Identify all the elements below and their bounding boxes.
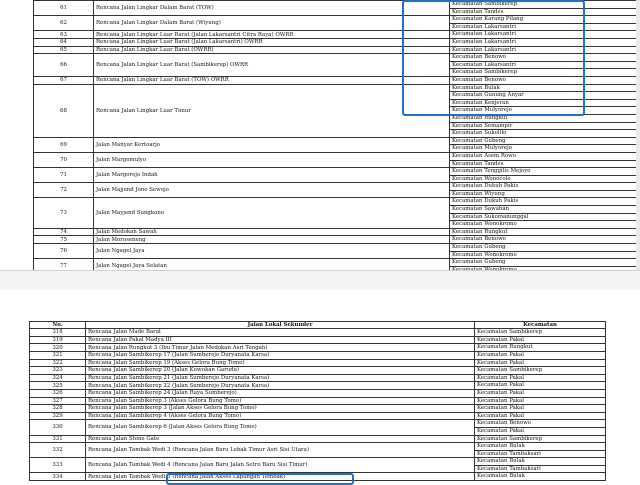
table-row (30, 367, 606, 375)
kecamatan-name: Kecamatan Gubeng (450, 244, 636, 252)
row-number: 73 (34, 198, 94, 228)
road-name: Rencana Jalan Rungkut 3 (Ibu Timur Jalan Medokan Asri Tengah) (86, 344, 475, 352)
kecamatan-name: Kecamatan Dukuh Pakis (450, 183, 636, 191)
document-page-lower (0, 290, 640, 480)
kecamatan-name: Kecamatan Pakal (477, 351, 524, 358)
road-name: Rencana Jalan Sambikerep 24 (Jalan Raya Sumberejo) (86, 389, 475, 397)
kecamatan-name: Kecamatan Wonocolo (452, 175, 511, 182)
kecamatan-cell (475, 412, 606, 420)
kecamatan-cell (475, 367, 606, 375)
kecamatan-cell (450, 137, 637, 152)
kecamatan-name: Kecamatan Gubeng (450, 259, 636, 267)
header-kecamatan: Kecamatan (475, 322, 606, 329)
kecamatan-name: Kecamatan Wiyung (452, 190, 505, 197)
kecamatan-name: Kecamatan Wonokromo (452, 251, 517, 258)
road-name: Rencana Jalan Stone Gate (86, 435, 475, 443)
kecamatan-name: Kecamatan Lakarsantri (452, 46, 516, 53)
kecamatan-cell (450, 244, 637, 259)
kecamatan-name: Kecamatan Bulak (450, 85, 636, 93)
kecamatan-name: Kecamatan Asem Rowo (450, 153, 636, 161)
table-row (34, 168, 637, 183)
row-number: 333 (30, 458, 86, 473)
kecamatan-name: Kecamatan Semampir (450, 123, 636, 131)
kecamatan-cell (450, 236, 637, 244)
kecamatan-cell (475, 359, 606, 367)
row-number: 331 (30, 435, 86, 443)
road-table-local-secondary (29, 321, 606, 481)
kecamatan-name: Kecamatan Lakarsantri (450, 62, 636, 70)
table-row (34, 137, 637, 152)
road-name: Rencana Jalan Lingkar Dalam Barat (TOW) (94, 1, 450, 16)
kecamatan-name: Kecamatan Lakarsantri (452, 38, 516, 45)
kecamatan-name: Kecamatan Sambikerep (477, 435, 543, 442)
table-row (34, 244, 637, 259)
table-row (30, 443, 606, 458)
kecamatan-name: Kecamatan Pakal (477, 382, 524, 389)
kecamatan-name: Kecamatan Pakal (477, 412, 524, 419)
road-name: Rencana Jalan Tambak Wedi 4 (Rencana Jalan Baru Jalan Setro Baru Sisi Timur) (86, 458, 475, 473)
kecamatan-cell (475, 336, 606, 344)
kecamatan-cell (475, 458, 606, 473)
row-number: 67 (34, 76, 94, 84)
kecamatan-name: Kecamatan Karang Pilang (450, 16, 636, 24)
kecamatan-name: Kecamatan Sawahan (450, 206, 636, 214)
row-number: 66 (34, 54, 94, 77)
road-name: Rencana Jalan Sambikerep 6 (Jalan Akses Gelora Bung Tomo) (86, 420, 475, 435)
page-edge (636, 0, 640, 270)
kecamatan-cell (475, 435, 606, 443)
kecamatan-name: Kecamatan Tambaksari (477, 450, 541, 457)
kecamatan-cell (475, 329, 606, 337)
header-road-name: Jalan Lokal Sekunder (86, 322, 475, 329)
row-number: 68 (34, 84, 94, 137)
road-name: Rencana Jalan Lingkar Luar Barat (Jalan Lakarsantri Citra Raya) OWRR (94, 31, 450, 39)
kecamatan-name: Kecamatan Gunung Anyar (450, 92, 636, 100)
row-number: 65 (34, 46, 94, 54)
road-name: Rencana Jalan Sambikerep 22 (Jalan Sumberejo Duryanata Karsa) (86, 382, 475, 390)
row-number: 327 (30, 397, 86, 405)
road-name: Rencana Jalan Sambikerep 21 (Jalan Sumberejo Duryanata Karsa) (86, 374, 475, 382)
kecamatan-name: Kecamatan Sukolilo (452, 130, 507, 137)
table-row (30, 397, 606, 405)
road-name: Rencana Jalan Sambikerep 4 (Akses Gelora Bung Tomo) (86, 412, 475, 420)
table-row (30, 336, 606, 344)
kecamatan-cell (475, 420, 606, 435)
table-row (30, 382, 606, 390)
table-row (34, 152, 637, 167)
row-number: 74 (34, 228, 94, 236)
table-row (30, 435, 606, 443)
kecamatan-name: Kecamatan Dukuh Pakis (450, 198, 636, 206)
road-name: Rencana Jalan Lingkar Luar Barat (Sambikerep) OWRR (94, 54, 450, 77)
row-number: 320 (30, 344, 86, 352)
kecamatan-name: Kecamatan Sambikerep (477, 367, 543, 374)
table-row (30, 389, 606, 397)
kecamatan-name: Kecamatan Sambikerep (450, 1, 636, 9)
row-number: 326 (30, 389, 86, 397)
row-number: 76 (34, 244, 94, 259)
road-name: Rencana Jalan Lingkar Luar Barat (TOW) OWRR (94, 76, 450, 84)
row-number: 62 (34, 16, 94, 31)
kecamatan-name: Kecamatan Pakal (477, 389, 524, 396)
kecamatan-cell (475, 473, 606, 481)
kecamatan-cell (475, 374, 606, 382)
road-name: Jalan Medokan Sawah (94, 228, 450, 236)
row-number: 69 (34, 137, 94, 152)
road-name: Rencana Jalan Pakal Madya III (86, 336, 475, 344)
road-name: Rencana Jalan Sambikerep 3 (Jalan Akses Gelora Bung Tomo) (86, 405, 475, 413)
row-number: 321 (30, 351, 86, 359)
kecamatan-cell (450, 152, 637, 167)
row-number: 64 (34, 38, 94, 46)
row-number: 334 (30, 473, 86, 481)
road-name: Jalan Moroseneng (94, 236, 450, 244)
header-no: No. (30, 322, 86, 329)
road-name: Rencana Jalan Lingkar Dalam Barat (Wiyung) (94, 16, 450, 31)
kecamatan-cell (475, 344, 606, 352)
kecamatan-name: Kecamatan Pakal (477, 336, 524, 343)
kecamatan-name: Kecamatan Gubeng (450, 138, 636, 146)
road-name: Jalan Majjend Jono Sewojo (94, 183, 450, 198)
road-name: Rencana Jalan Made Barat (86, 329, 475, 337)
road-name: Rencana Jalan Lingkar Luar Timur (94, 84, 450, 137)
road-name: Rencana Jalan Sambikerep 20 (Jalan Kuwukan Garuda) (86, 367, 475, 375)
kecamatan-name: Kecamatan Tandes (452, 160, 504, 167)
kecamatan-name: Kecamatan Mulyorejo (452, 145, 512, 152)
kecamatan-cell (450, 198, 637, 228)
road-name: Rencana Jalan Tambak Wedi 5 (Rencana Jalan Akses Lapangan Tembak) (86, 473, 475, 481)
kecamatan-name: Kecamatan Lakarsantri (452, 31, 516, 38)
table-row (30, 412, 606, 420)
kecamatan-cell (450, 168, 637, 183)
kecamatan-name: Kecamatan Pakal (477, 427, 524, 434)
row-number: 323 (30, 367, 86, 375)
row-number: 71 (34, 168, 94, 183)
table-row (34, 183, 637, 198)
row-number: 330 (30, 420, 86, 435)
kecamatan-name: Kecamatan Sukomanunggal (450, 214, 636, 222)
kecamatan-cell (475, 351, 606, 359)
table-row (30, 420, 606, 435)
table-row (30, 374, 606, 382)
row-number: 329 (30, 412, 86, 420)
row-number: 63 (34, 31, 94, 39)
road-name: Rencana Jalan Tambak Wedi 3 (Rencana Jalan Baru Lebak Timur Asri Sisi Utara) (86, 443, 475, 458)
road-name: Jalan Margorejo Indah (94, 168, 450, 183)
kecamatan-name: Kecamatan Tambaksari (477, 465, 541, 472)
kecamatan-cell (450, 228, 637, 236)
road-name: Jalan Margomulyo (94, 152, 450, 167)
kecamatan-name: Kecamatan Rungkut (450, 115, 636, 123)
kecamatan-cell (475, 443, 606, 458)
row-number: 322 (30, 359, 86, 367)
kecamatan-cell (475, 397, 606, 405)
road-name: Jalan Manyar Kertoarjo (94, 137, 450, 152)
kecamatan-name: Kecamatan Tandes (452, 8, 504, 15)
kecamatan-name: Kecamatan Lakarsantri (452, 23, 516, 30)
road-name: Rencana Jalan Sambikerep 17 (Jalan Sumberejo Duryanata Karsa) (86, 351, 475, 359)
kecamatan-name: Kecamatan Rungkut (452, 228, 508, 235)
table-row (34, 228, 637, 236)
kecamatan-name: Kecamatan Wonokromo (452, 221, 517, 228)
road-name: Rencana Jalan Lingkar Luar Barat (Jalan Lakarsantri) OWRR (94, 38, 450, 46)
kecamatan-name: Kecamatan Pakal (477, 359, 524, 366)
page-gap (0, 270, 640, 292)
table-row (30, 405, 606, 413)
kecamatan-name: Kecamatan Pakal (477, 374, 524, 381)
kecamatan-name: Kecamatan Kenjeran (450, 100, 636, 108)
kecamatan-name: Kecamatan Tenggilis Mejoyo (450, 168, 636, 176)
row-number: 72 (34, 183, 94, 198)
row-number: 328 (30, 405, 86, 413)
kecamatan-cell (475, 405, 606, 413)
row-number: 61 (34, 1, 94, 16)
row-number: 332 (30, 443, 86, 458)
road-name: Rencana Jalan Sambikerep 3 (Akses Gelora Bung Tomo) (86, 397, 475, 405)
kecamatan-name: Kecamatan Bulak (475, 458, 605, 466)
row-number: 324 (30, 374, 86, 382)
row-number: 318 (30, 329, 86, 337)
kecamatan-name: Kecamatan Bulak (477, 473, 525, 480)
table-header-row (30, 322, 606, 329)
kecamatan-name: Kecamatan Mulyorejo (450, 107, 636, 115)
table-row (30, 351, 606, 359)
kecamatan-cell (450, 183, 637, 198)
kecamatan-name: Kecamatan Benowo (452, 236, 506, 243)
row-number: 75 (34, 236, 94, 244)
kecamatan-cell (475, 382, 606, 390)
selection-highlight-upper (402, 0, 585, 116)
table-row (30, 359, 606, 367)
road-name: Rencana Jalan Sambikerep 19 (Akses Gelora Bung Tomo) (86, 359, 475, 367)
kecamatan-name: Kecamatan Benowo (452, 76, 506, 83)
row-number: 77 (34, 259, 94, 274)
table-row (30, 344, 606, 352)
kecamatan-name: Kecamatan Pakal (477, 405, 524, 412)
table-row (34, 198, 637, 228)
road-name: Jalan Ngagel Jaya (94, 244, 450, 259)
table-row (30, 458, 606, 473)
kecamatan-name: Kecamatan Sambikerep (452, 69, 518, 76)
table-row (34, 236, 637, 244)
selection-highlight-lower (166, 473, 354, 485)
kecamatan-name: Kecamatan Benowo (450, 54, 636, 62)
road-name: Rencana Jalan Lingkar Luar Barat (OWRR) (94, 46, 450, 54)
kecamatan-name: Kecamatan Rungkut (477, 344, 533, 351)
kecamatan-name: Kecamatan Benowo (475, 420, 605, 428)
table-row (30, 329, 606, 337)
row-number: 319 (30, 336, 86, 344)
kecamatan-name: Kecamatan Sambikerep (477, 329, 543, 336)
road-name: Jalan Mayjend Sungkono (94, 198, 450, 228)
kecamatan-cell (475, 389, 606, 397)
row-number: 325 (30, 382, 86, 390)
kecamatan-name: Kecamatan Bulak (475, 443, 605, 451)
row-number: 70 (34, 152, 94, 167)
kecamatan-name: Kecamatan Pakal (477, 397, 524, 404)
road-name: Jalan Ngagel Jaya Selatan (94, 259, 450, 274)
